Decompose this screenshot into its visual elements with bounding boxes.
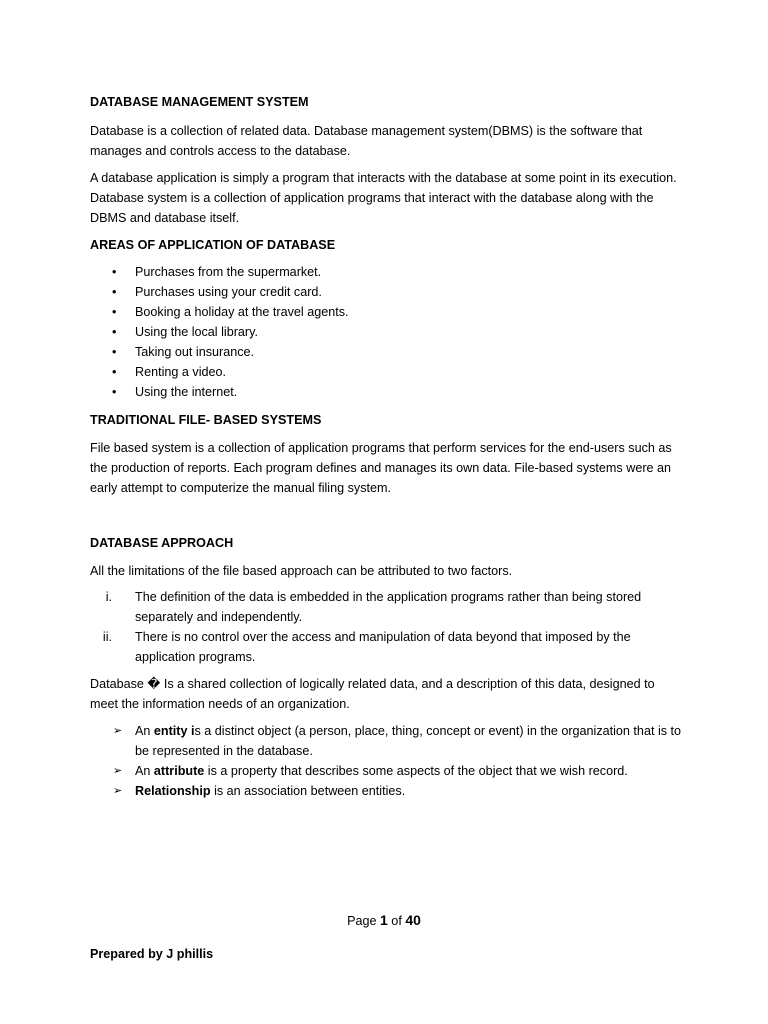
term-attribute: attribute [153,764,205,778]
list-item: • Purchases using your credit card. [90,282,682,302]
bullet-icon: • [112,305,117,319]
list-item: ➢ An entity is a distinct object (a person, place, thing, concept or event) in the organization that is to be represented in the database. [90,721,682,761]
list-item: ➢ Relationship is an association between entities. [90,781,682,801]
paragraph-file-based-system: File based system is a collection of application programs that perform services for the end-users such as the production of reports. Each program defines and manages its own data. File-based systems were an early attempt to computerize the manual filing system. [90,441,672,495]
list-item: • Using the local library. [90,322,682,342]
bullet-icon: • [112,325,117,339]
paragraph-dbms-definition: Database is a collection of related data. Database management system(DBMS) is the software that manages and controls access to the database. [90,124,643,158]
bullet-icon: • [112,385,117,399]
factors-list [90,587,682,667]
list-item: i. The definition of the data is embedded in the application programs rather than being stored separately and independently. [90,587,682,627]
arrow-bullet-icon: ➢ [113,785,123,797]
list-item: • Purchases from the supermarket. [90,262,682,282]
paragraph-database-definition: Database � Is a shared collection of logically related data, and a description of this data, designed to meet the information needs of an organization. [90,677,655,711]
areas-list [90,262,682,402]
current-page-number: 1 [380,912,388,928]
arrow-bullet-icon: ➢ [113,765,123,777]
list-item: • Booking a holiday at the travel agents. [90,302,682,322]
list-item: • Renting a video. [90,362,682,382]
term-entity: entity i [153,724,195,738]
bullet-icon: • [112,365,117,379]
list-item: • Using the internet. [90,382,682,402]
heading-areas-of-application: AREAS OF APPLICATION OF DATABASE [90,238,336,252]
heading-database-approach: DATABASE APPROACH [90,536,234,550]
list-marker: i. [105,590,112,604]
arrow-bullet-icon: ➢ [113,725,123,737]
term-relationship: Relationship [135,784,211,798]
concepts-list [90,721,682,801]
page-content [90,92,682,801]
list-item: • Taking out insurance. [90,342,682,362]
list-marker: ii. [102,630,112,644]
bullet-icon: • [112,285,117,299]
prepared-by: Prepared by J phillis [90,947,214,961]
list-item: ii. There is no control over the access and manipulation of data beyond that imposed by the application programs. [90,627,682,667]
bullet-icon: • [112,265,117,279]
paragraph-database-application: A database application is simply a program that interacts with the database at some point in its execution. Database system is a collection of application programs that interact with the database along with the DBMS and database itself. [90,171,677,225]
heading-traditional-file-based: TRADITIONAL FILE- BASED SYSTEMS [90,413,322,427]
total-pages: 40 [405,912,421,928]
list-item: ➢ An attribute is a property that describes some aspects of the object that we wish record. [90,761,682,781]
paragraph-limitations: All the limitations of the file based approach can be attributed to two factors. [90,564,513,578]
heading-dbms: DATABASE MANAGEMENT SYSTEM [90,95,309,109]
bullet-icon: • [112,345,117,359]
page-number-footer: Page 1 of 40 [347,912,421,928]
